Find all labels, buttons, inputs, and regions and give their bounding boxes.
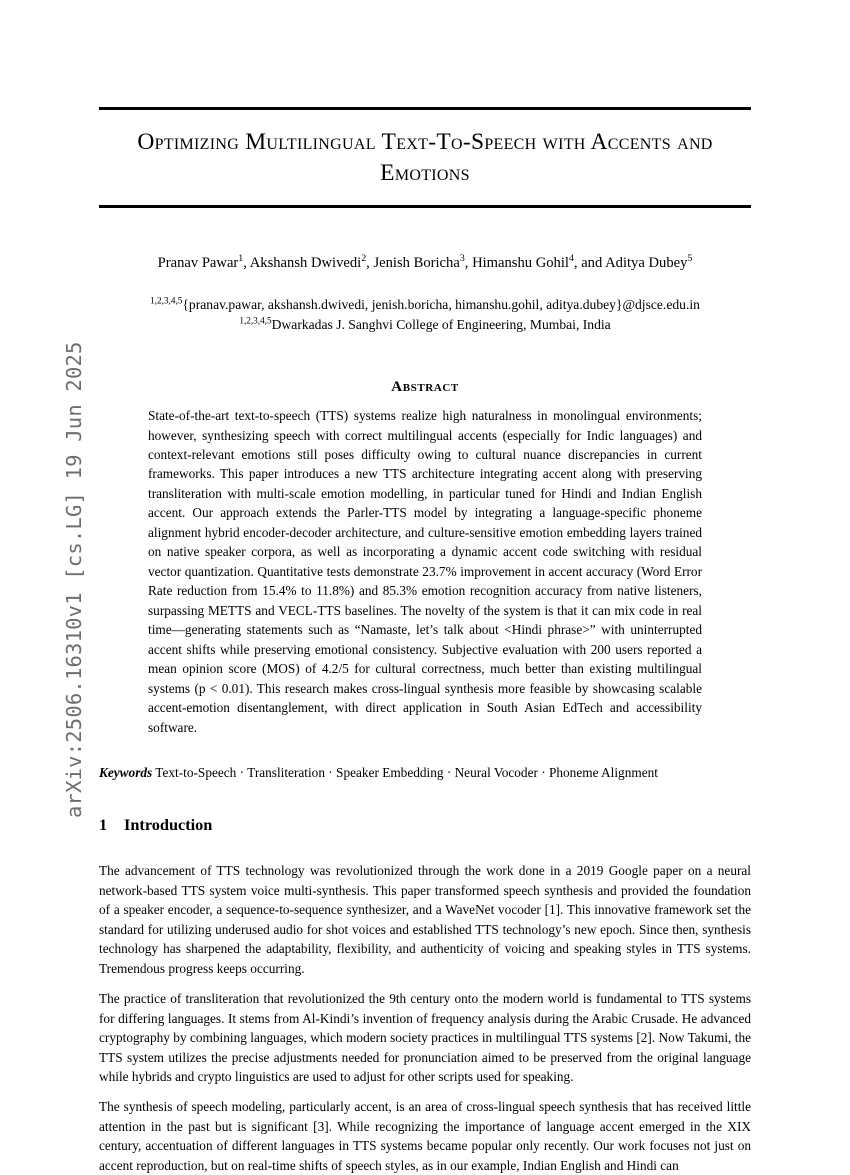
intro-paragraph-2: The practice of transliteration that revolutionized the 9th century onto the modern world is fundamental to TTS systems for differing languages. It stems from Al-Kindi’s invention of frequency analysis during the Arabic Crusade. He advanced cryptography by combining languages, which modern society practices in multilingual TTS systems [2]. Now Takumi, the TTS system utilizes the precise adjustments needed for pronunciation aimed to be preserved from the original language while hybrids and crypto linguistics are used to adjust for other scripts used for speaking. — [99, 991, 751, 1084]
author-institution: $^{1,2,3,4,5}$Dwarkadas J. Sanghvi College of Engineering, Mumbai, India — [239, 315, 611, 332]
title-block — [99, 107, 751, 208]
keywords-label: Keywords — [99, 765, 153, 781]
author-list: Pranav Pawar$^1$, Akshansh Dwivedi$^2$, Jenish Boricha$^3$, Himanshu Gohil$^4$, and Aditya Dubey$^5$ — [157, 253, 693, 272]
keywords-items: Text-to-Speech · Transliteration · Speaker Embedding · Neural Vocoder · Phoneme Alignment — [155, 765, 658, 781]
authors-block — [99, 253, 751, 334]
paper-page — [99, 0, 751, 1173]
affiliation-block — [99, 295, 751, 334]
page-title: Optimizing Multilingual Text-To-Speech with Accents and Emotions — [137, 129, 713, 187]
intro-paragraph-3: The synthesis of speech modeling, particularly accent, is an area of cross-lingual speech synthesis that has received little attention in the past but is significant [3]. While recognizing the importance of language accent emerged in the XIX century, accentuation of different languages in TTS systems became popular only recently. Our work focuses not just on accent reproduction, but on real-time shifts of speech styles, as in our example, Indian English and Hindi can — [99, 1099, 751, 1173]
intro-paragraph-1: The advancement of TTS technology was revolutionized through the work done in a 2019 Google paper on a neural network-based TTS system voice multi-synthesis. This paper transformed speech synthesis and provided the foundation of a speaker encoder, a sequence-to-sequence synthesizer, and a WaveNet vocoder [1]. This innovative framework set the standard for utilizing underused audio for shot voices and established TTS technology’s new epoch. Since then, synthesis technology has sharpened the adaptability, flexibility, and authenticity of voicing and speaking styles in TTS systems. Tremendous progress keeps occurring. — [99, 863, 751, 976]
section-heading-introduction — [99, 815, 751, 835]
title-rule-bottom — [99, 205, 751, 208]
author-emails: $^{1,2,3,4,5}${pranav.pawar, akshansh.dwivedi, jenish.boricha, himanshu.gohil, aditya.dubey}@djsce.edu.in — [150, 295, 700, 313]
arxiv-stamp-text: arXiv:2506.16310v1 [cs.LG] 19 Jun 2025 — [62, 341, 86, 818]
arxiv-stamp — [0, 0, 90, 1100]
section-number: 1 — [99, 815, 108, 835]
abstract-heading: Abstract — [391, 378, 459, 396]
keywords-line — [99, 763, 751, 782]
abstract-text: State-of-the-art text-to-speech (TTS) systems realize high naturalness in monolingual environments; however, synthesizing speech with correct multilingual accents (especially for Indic languages) and context-relevant emotions still poses difficulty owing to cultural nuance discrepancies in current frameworks. This paper introduces a new TTS architecture integrating accent along with preserving transliteration with multi-scale emotion modelling, in particular tuned for Hindi and Indian English accent. Our approach extends the Parler-TTS model by integrating a language-specific phoneme alignment hybrid encoder-decoder architecture, and culture-sensitive emotion embedding layers trained on native speaker corpora, as well as incorporating a dynamic accent code switching with residual vector quantization. Quantitative tests demonstrate 23.7% improvement in accent accuracy (Word Error Rate reduction from 15.4% to 11.8%) and 85.3% emotion recognition accuracy from native listeners, surpassing METTS and VECL-TTS baselines. The novelty of the system is that it can mix code in real time—generating statements such as “Namaste, let’s talk about <Hindi phrase>” with uninterrupted accent shifts while preserving emotional consistency. Subjective evaluation with 200 users reported a mean opinion score (MOS) of 4.2/5 for cultural correctness, much better than existing multilingual systems (p < 0.01). This research makes cross-lingual synthesis more feasible by showcasing scalable accent-emotion disentanglement, with direct application in South Asian EdTech and accessibility software. — [148, 408, 702, 735]
abstract-section — [148, 378, 702, 737]
section-title: Introduction — [124, 815, 213, 835]
section-introduction — [99, 815, 751, 1175]
